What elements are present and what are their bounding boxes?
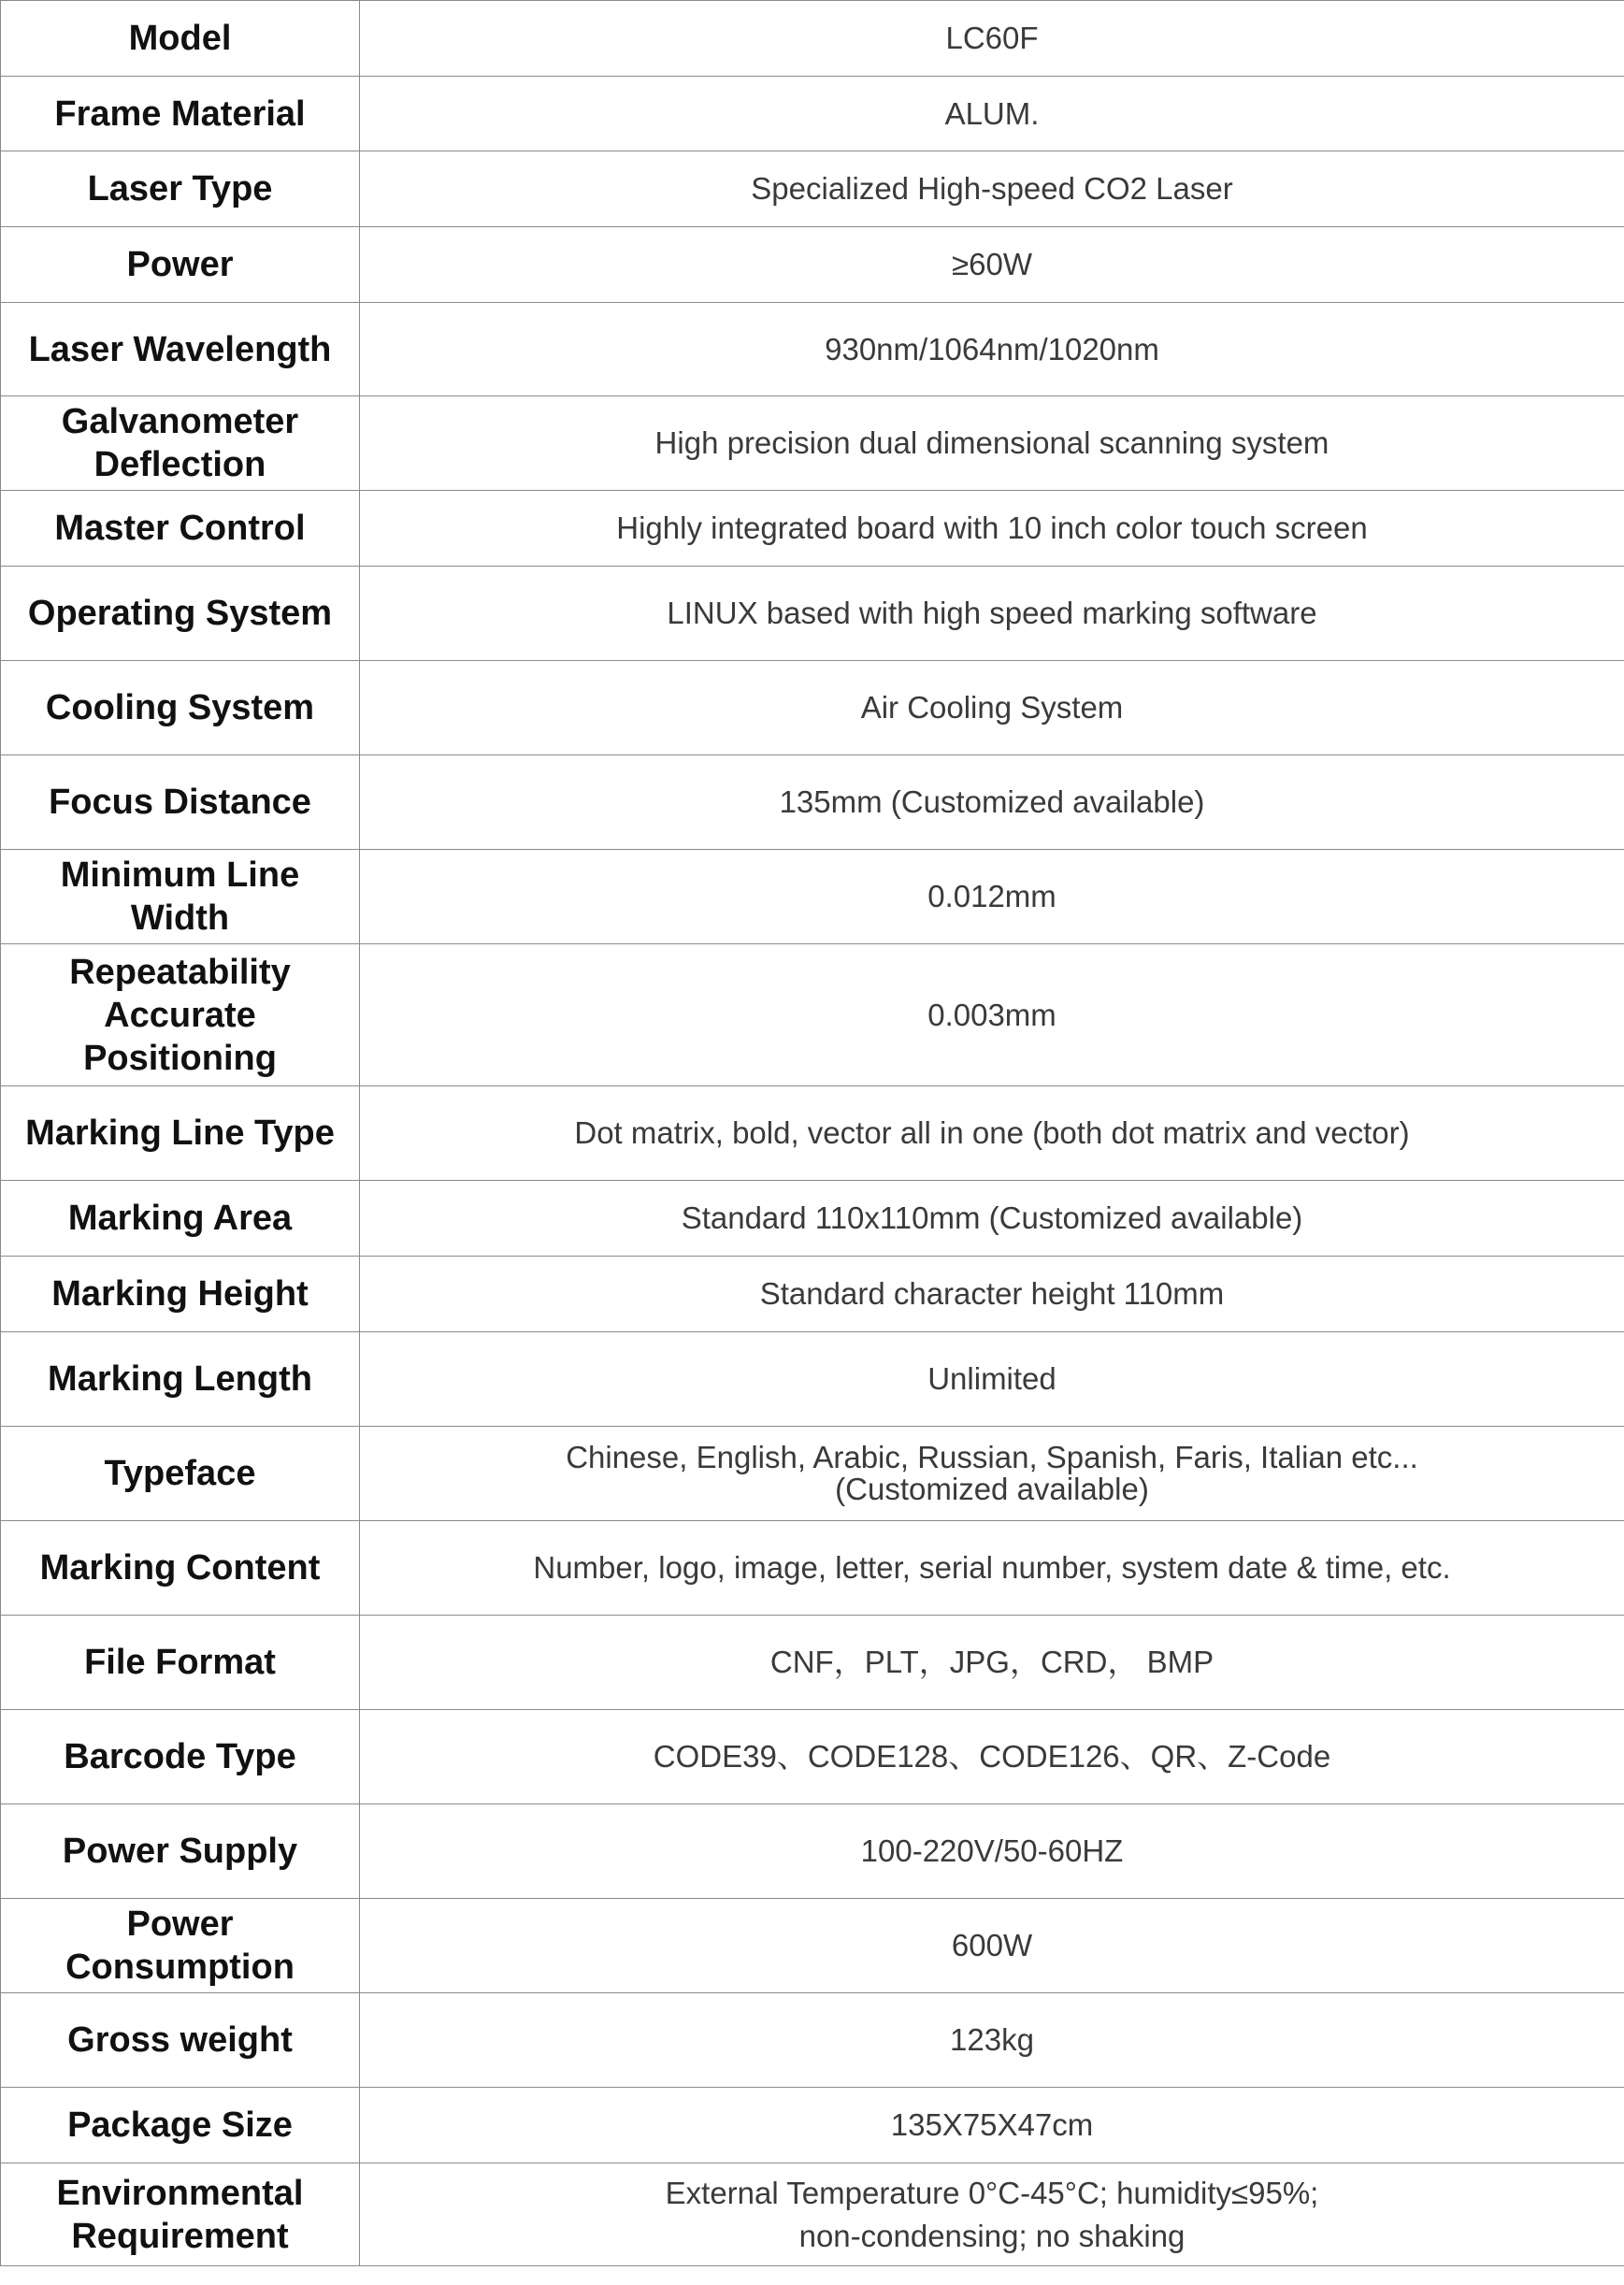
spec-value: 0.003mm bbox=[360, 944, 1624, 1086]
spec-label: Typeface bbox=[1, 1427, 360, 1521]
spec-row-file-format bbox=[1, 1616, 1624, 1710]
spec-value: Specialized High-speed CO2 Laser bbox=[360, 151, 1624, 227]
spec-label: Focus Distance bbox=[1, 755, 360, 850]
spec-value: 135mm (Customized available) bbox=[360, 755, 1624, 850]
spec-row-gross-weight bbox=[1, 1993, 1624, 2088]
spec-label: Environmental Requirement bbox=[1, 2163, 360, 2266]
spec-value: CNF，PLT，JPG，CRD， BMP bbox=[360, 1616, 1624, 1710]
spec-row-repeatability bbox=[1, 944, 1624, 1086]
spec-value: 930nm/1064nm/1020nm bbox=[360, 303, 1624, 396]
spec-row-marking-height bbox=[1, 1257, 1624, 1332]
spec-row-marking-content bbox=[1, 1521, 1624, 1616]
spec-row-typeface bbox=[1, 1427, 1624, 1521]
spec-value: 600W bbox=[360, 1899, 1624, 1993]
spec-row-master-control bbox=[1, 491, 1624, 567]
spec-value: CODE39、CODE128、CODE126、QR、Z-Code bbox=[360, 1710, 1624, 1804]
spec-row-marking-area bbox=[1, 1181, 1624, 1257]
spec-value: LINUX based with high speed marking software bbox=[360, 567, 1624, 661]
spec-value-line: (Customized available) bbox=[835, 1472, 1149, 1506]
spec-label: Master Control bbox=[1, 491, 360, 567]
spec-value: Number, logo, image, letter, serial number, system date & time, etc. bbox=[360, 1521, 1624, 1616]
spec-label: Gross weight bbox=[1, 1993, 360, 2088]
spec-label: Barcode Type bbox=[1, 1710, 360, 1804]
spec-value-line: Chinese, English, Arabic, Russian, Spanish, Faris, Italian etc... bbox=[566, 1440, 1418, 1474]
spec-label: Laser Type bbox=[1, 151, 360, 227]
spec-row-package-size bbox=[1, 2088, 1624, 2163]
spec-label: Repeatability Accurate Positioning bbox=[1, 944, 360, 1086]
spec-label: Cooling System bbox=[1, 661, 360, 755]
spec-row-power-supply bbox=[1, 1804, 1624, 1899]
spec-row-galvanometer-deflection bbox=[1, 396, 1624, 491]
spec-value-line: non-condensing; no shaking bbox=[798, 2218, 1186, 2253]
spec-row-model bbox=[1, 1, 1624, 77]
spec-row-barcode-type bbox=[1, 1710, 1624, 1804]
spec-label: File Format bbox=[1, 1616, 360, 1710]
spec-row-power-consumption bbox=[1, 1899, 1624, 1993]
spec-label: Package Size bbox=[1, 2088, 360, 2163]
spec-row-minimum-line-width bbox=[1, 850, 1624, 944]
spec-value: Unlimited bbox=[360, 1332, 1624, 1427]
spec-label: Power Supply bbox=[1, 1804, 360, 1899]
spec-label: Marking Line Type bbox=[1, 1086, 360, 1181]
spec-row-focus-distance bbox=[1, 755, 1624, 850]
spec-label: Frame Material bbox=[1, 77, 360, 151]
spec-label: Operating System bbox=[1, 567, 360, 661]
spec-row-environmental-requirement bbox=[1, 2163, 1624, 2266]
spec-value bbox=[360, 1427, 1624, 1521]
spec-value: ALUM. bbox=[360, 77, 1624, 151]
spec-label: Marking Area bbox=[1, 1181, 360, 1257]
spec-value: 0.012mm bbox=[360, 850, 1624, 944]
spec-row-marking-length bbox=[1, 1332, 1624, 1427]
spec-row-operating-system bbox=[1, 567, 1624, 661]
spec-value: Dot matrix, bold, vector all in one (both dot matrix and vector) bbox=[360, 1086, 1624, 1181]
spec-value: High precision dual dimensional scanning system bbox=[360, 396, 1624, 491]
spec-row-laser-wavelength bbox=[1, 303, 1624, 396]
spec-value bbox=[360, 2163, 1624, 2266]
spec-label: Power bbox=[1, 227, 360, 303]
spec-value: Highly integrated board with 10 inch color touch screen bbox=[360, 491, 1624, 567]
spec-value: 100-220V/50-60HZ bbox=[360, 1804, 1624, 1899]
spec-value: Standard 110x110mm (Customized available) bbox=[360, 1181, 1624, 1257]
spec-value: Air Cooling System bbox=[360, 661, 1624, 755]
spec-value: ≥60W bbox=[360, 227, 1624, 303]
spec-label: Marking Height bbox=[1, 1257, 360, 1332]
spec-label: Power Consumption bbox=[1, 1899, 360, 1993]
spec-label: Marking Length bbox=[1, 1332, 360, 1427]
spec-row-frame-material bbox=[1, 77, 1624, 151]
spec-label: Model bbox=[1, 1, 360, 77]
spec-value: 123kg bbox=[360, 1993, 1624, 2088]
spec-row-marking-line-type bbox=[1, 1086, 1624, 1181]
spec-value-line: External Temperature 0°C-45°C; humidity≤95%; bbox=[665, 2175, 1319, 2210]
spec-label: Marking Content bbox=[1, 1521, 360, 1616]
spec-value: 135X75X47cm bbox=[360, 2088, 1624, 2163]
spec-label: Laser Wavelength bbox=[1, 303, 360, 396]
spec-label: Minimum Line Width bbox=[1, 850, 360, 944]
spec-value: LC60F bbox=[360, 1, 1624, 77]
spec-row-laser-type bbox=[1, 151, 1624, 227]
spec-value: Standard character height 110mm bbox=[360, 1257, 1624, 1332]
spec-row-power bbox=[1, 227, 1624, 303]
spec-label: Galvanometer Deflection bbox=[1, 396, 360, 491]
spec-row-cooling-system bbox=[1, 661, 1624, 755]
